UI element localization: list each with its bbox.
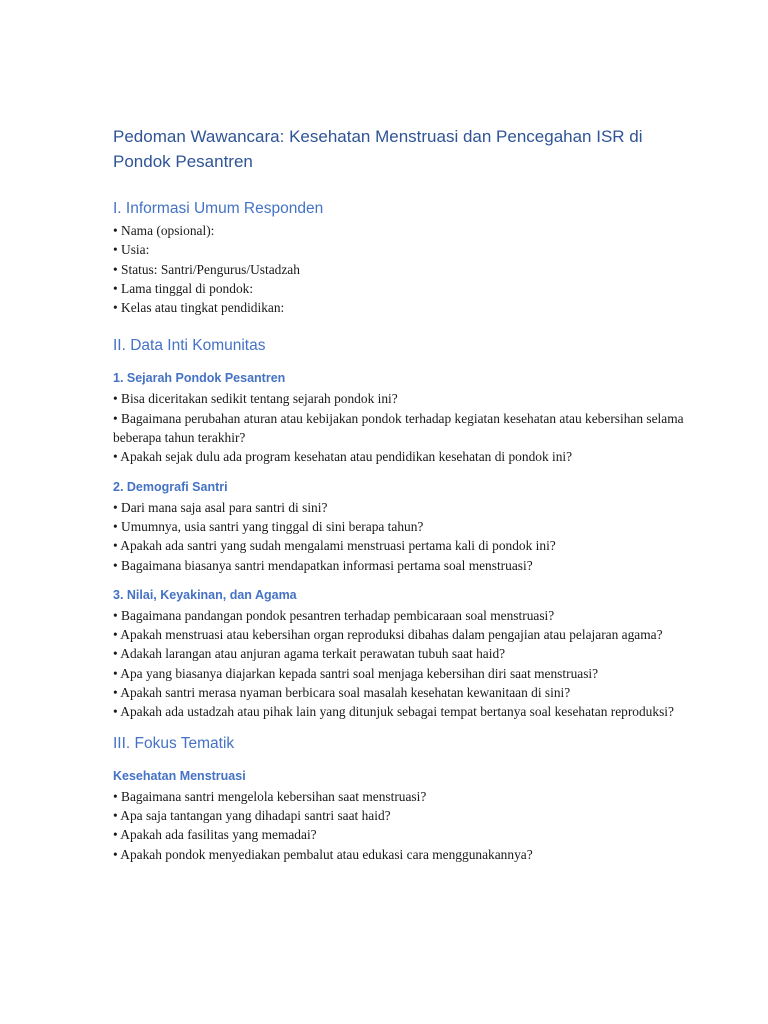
question-list <box>113 498 688 575</box>
subsection-nilai-keyakinan <box>113 587 688 722</box>
subsection-demografi <box>113 479 688 575</box>
section-heading-data-inti: II. Data Inti Komunitas <box>113 337 266 355</box>
subsection-heading: 1. Sejarah Pondok Pesantren <box>113 371 286 386</box>
question-list <box>113 606 688 722</box>
list-item: • Kelas atau tingkat pendidikan: <box>113 300 285 316</box>
respondent-info-list <box>113 221 688 317</box>
list-item: • Lama tinggal di pondok: <box>113 280 254 296</box>
list-item: • Bagaimana biasanya santri mendapatkan informasi pertama soal menstruasi? <box>113 557 533 573</box>
list-item: • Nama (opsional): <box>113 223 215 238</box>
list-item: • Apakah menstruasi atau kebersihan organ reproduksi dibahas dalam pengajian atau pelajaran agama? <box>113 627 663 643</box>
subsection-kesehatan-menstruasi <box>113 768 688 864</box>
list-item: • Apakah ada santri yang sudah mengalami menstruasi pertama kali di pondok ini? <box>113 538 556 554</box>
list-item: • Umumnya, usia santri yang tinggal di sini berapa tahun? <box>113 518 424 534</box>
list-item: • Bagaimana santri mengelola kebersihan saat menstruasi? <box>113 788 427 804</box>
list-item: • Dari mana saja asal para santri di sini? <box>113 499 328 515</box>
list-item: • Bagaimana perubahan aturan atau kebijakan pondok terhadap kegiatan kesehatan atau kebersihan selama beberapa tahun terakhir? <box>113 410 684 446</box>
list-item: • Usia: <box>113 242 150 258</box>
subsection-heading: 2. Demografi Santri <box>113 479 228 494</box>
list-item: • Bagaimana pandangan pondok pesantren terhadap pembicaraan soal menstruasi? <box>113 607 555 623</box>
document-title: Pedoman Wawancara: Kesehatan Menstruasi dan Pencegahan ISR di Pondok Pesantren <box>113 127 643 171</box>
question-list <box>113 787 688 864</box>
list-item: • Apakah santri merasa nyaman berbicara soal masalah kesehatan kewanitaan di sini? <box>113 685 571 701</box>
subsection-heading: 3. Nilai, Keyakinan, dan Agama <box>113 587 297 602</box>
list-item: • Apa yang biasanya diajarkan kepada santri soal menjaga kebersihan diri saat menstruasi? <box>113 665 599 681</box>
subsection-sejarah <box>113 370 688 466</box>
section-heading-fokus-tematik: III. Fokus Tematik <box>113 734 235 752</box>
list-item: • Adakah larangan atau anjuran agama terkait perawatan tubuh saat haid? <box>113 646 506 662</box>
subsection-heading: Kesehatan Menstruasi <box>113 768 246 783</box>
list-item: • Apakah ada ustadzah atau pihak lain yang ditunjuk sebagai tempat bertanya soal kesehatan reproduksi? <box>113 704 674 720</box>
list-item: • Apakah ada fasilitas yang memadai? <box>113 827 317 843</box>
list-item: • Apakah pondok menyediakan pembalut atau edukasi cara menggunakannya? <box>113 846 533 862</box>
section-heading-informasi-umum: I. Informasi Umum Responden <box>113 200 324 217</box>
list-item: • Status: Santri/Pengurus/Ustadzah <box>113 261 300 277</box>
list-item: • Apa saja tantangan yang dihadapi santri saat haid? <box>113 807 391 823</box>
list-item: • Bisa diceritakan sedikit tentang sejarah pondok ini? <box>113 391 398 407</box>
list-item: • Apakah sejak dulu ada program kesehatan atau pendidikan kesehatan di pondok ini? <box>113 449 573 465</box>
question-list <box>113 389 688 466</box>
